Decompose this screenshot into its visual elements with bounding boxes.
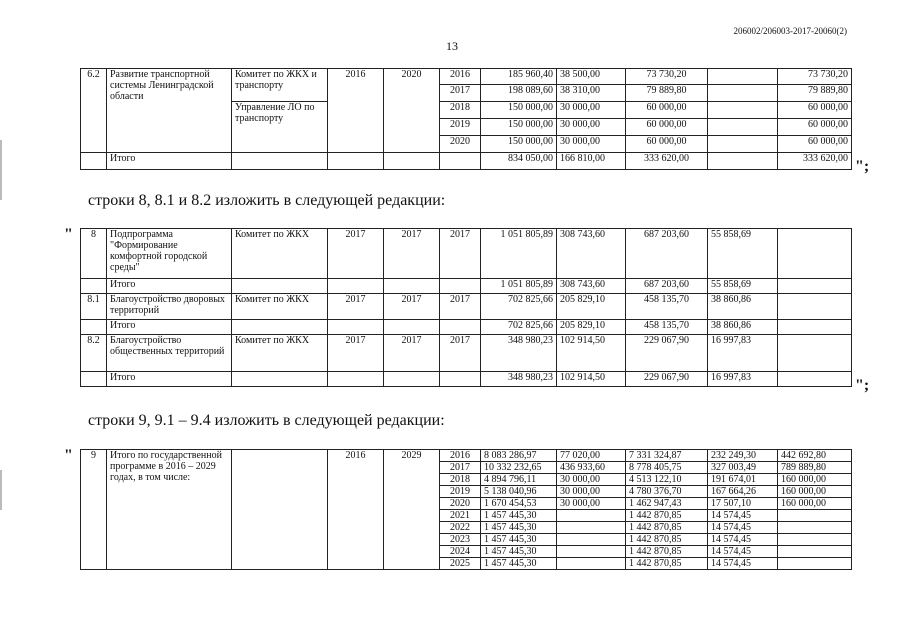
municipal-cell: 55 858,69 [708, 279, 778, 294]
municipal-cell: 16 997,83 [708, 335, 778, 372]
regional-cell: 1 442 870,85 [626, 522, 708, 534]
row-number: 8.2 [81, 335, 107, 372]
federal-cell: 77 020,00 [557, 450, 626, 462]
end-year: 2017 [384, 294, 440, 320]
regional-cell: 73 730,20 [626, 69, 708, 85]
year-cell: 2017 [440, 294, 481, 320]
end-year: 2029 [384, 450, 440, 570]
municipal-cell: 14 574,45 [708, 522, 778, 534]
year-cell: 2021 [440, 510, 481, 522]
federal-cell [557, 534, 626, 546]
regional-cell: 1 442 870,85 [626, 510, 708, 522]
itogo-label: Итого [107, 279, 232, 294]
municipal-cell: 232 249,30 [708, 450, 778, 462]
federal-cell: 30 000,00 [557, 474, 626, 486]
year-cell: 2019 [440, 119, 481, 136]
regional-cell: 458 135,70 [626, 294, 708, 320]
scan-edge-mark [0, 470, 2, 510]
opening-quote: " [64, 447, 73, 464]
total-cell: 8 083 286,97 [481, 450, 557, 462]
program-name: Благоустройство дворовых территорий [107, 294, 232, 320]
municipal-cell: 38 860,86 [708, 320, 778, 335]
total-cell: 150 000,00 [481, 102, 557, 119]
municipal-cell: 17 507,10 [708, 498, 778, 510]
start-year: 2016 [328, 69, 384, 153]
row-number: 9 [81, 450, 107, 570]
federal-cell: 30 000,00 [557, 498, 626, 510]
municipal-cell: 38 860,86 [708, 294, 778, 320]
year-cell: 2018 [440, 474, 481, 486]
other-cell [778, 510, 852, 522]
municipal-cell: 55 858,69 [708, 229, 778, 279]
regional-cell: 333 620,00 [626, 153, 708, 170]
year-cell: 2020 [440, 498, 481, 510]
regional-cell: 687 203,60 [626, 229, 708, 279]
federal-cell: 436 933,60 [557, 462, 626, 474]
opening-quote: " [64, 226, 73, 243]
regional-cell: 458 135,70 [626, 320, 708, 335]
total-cell: 185 960,40 [481, 69, 557, 85]
municipal-cell [708, 136, 778, 153]
year-cell: 2018 [440, 102, 481, 119]
total-cell: 1 670 454,53 [481, 498, 557, 510]
total-cell: 1 457 445,30 [481, 510, 557, 522]
total-cell: 5 138 040,96 [481, 486, 557, 498]
other-cell: 160 000,00 [778, 486, 852, 498]
itogo-label: Итого [107, 372, 232, 387]
total-cell: 150 000,00 [481, 136, 557, 153]
row-number: 6.2 [81, 69, 107, 153]
year-cell: 2019 [440, 486, 481, 498]
start-year: 2017 [328, 229, 384, 279]
municipal-cell: 167 664,26 [708, 486, 778, 498]
municipal-cell: 14 574,45 [708, 510, 778, 522]
federal-cell: 102 914,50 [557, 335, 626, 372]
total-cell: 1 051 805,89 [481, 229, 557, 279]
total-cell: 1 051 805,89 [481, 279, 557, 294]
section-heading: строки 8, 8.1 и 8.2 изложить в следующей редакции: [88, 192, 446, 209]
total-cell: 702 825,66 [481, 320, 557, 335]
itogo-label: Итого [107, 320, 232, 335]
scan-edge-mark [0, 140, 2, 200]
other-cell [778, 546, 852, 558]
municipal-cell [708, 119, 778, 136]
federal-cell [557, 558, 626, 570]
municipal-cell [708, 85, 778, 102]
total-cell: 1 457 445,30 [481, 558, 557, 570]
other-cell: 73 730,20 [778, 69, 852, 85]
other-cell: 60 000,00 [778, 102, 852, 119]
start-year: 2017 [328, 335, 384, 372]
total-cell: 4 894 796,11 [481, 474, 557, 486]
federal-cell [557, 510, 626, 522]
regional-cell: 79 889,80 [626, 85, 708, 102]
federal-cell [557, 546, 626, 558]
year-cell: 2022 [440, 522, 481, 534]
regional-cell: 8 778 405,75 [626, 462, 708, 474]
other-cell: 60 000,00 [778, 136, 852, 153]
year-cell: 2017 [440, 229, 481, 279]
other-cell: 60 000,00 [778, 119, 852, 136]
table-row-6-2 [80, 68, 852, 170]
regional-cell: 687 203,60 [626, 279, 708, 294]
federal-cell: 30 000,00 [557, 102, 626, 119]
program-name: Развитие транспортной системы Ленинградской области [107, 69, 232, 153]
regional-cell: 4 513 122,10 [626, 474, 708, 486]
federal-cell: 308 743,60 [557, 279, 626, 294]
other-cell [778, 522, 852, 534]
total-cell: 1 457 445,30 [481, 534, 557, 546]
itogo-label: Итого [107, 153, 232, 170]
other-cell: 789 889,80 [778, 462, 852, 474]
regional-cell: 229 067,90 [626, 335, 708, 372]
regional-cell: 60 000,00 [626, 119, 708, 136]
federal-cell: 30 000,00 [557, 486, 626, 498]
regional-cell: 60 000,00 [626, 102, 708, 119]
end-year: 2017 [384, 229, 440, 279]
total-cell: 348 980,23 [481, 335, 557, 372]
municipal-cell: 327 003,49 [708, 462, 778, 474]
federal-cell: 38 500,00 [557, 69, 626, 85]
regional-cell: 229 067,90 [626, 372, 708, 387]
start-year: 2017 [328, 294, 384, 320]
executor: Комитет по ЖКХ [232, 335, 328, 372]
other-cell [778, 558, 852, 570]
other-cell: 160 000,00 [778, 498, 852, 510]
total-cell: 10 332 232,65 [481, 462, 557, 474]
total-cell: 348 980,23 [481, 372, 557, 387]
table-rows-8 [80, 228, 852, 387]
municipal-cell: 16 997,83 [708, 372, 778, 387]
federal-cell: 166 810,00 [557, 153, 626, 170]
federal-cell: 205 829,10 [557, 320, 626, 335]
regional-cell: 1 442 870,85 [626, 534, 708, 546]
regional-cell: 1 442 870,85 [626, 558, 708, 570]
year-cell: 2016 [440, 450, 481, 462]
federal-cell: 38 310,00 [557, 85, 626, 102]
document-id: 206002/206003-2017-20060(2) [733, 26, 847, 36]
closing-quote: "; [855, 377, 870, 394]
other-cell [778, 534, 852, 546]
end-year: 2020 [384, 69, 440, 153]
federal-cell [557, 522, 626, 534]
municipal-cell: 14 574,45 [708, 534, 778, 546]
executor: Управление ЛО по транспорту [232, 102, 328, 153]
total-cell: 1 457 445,30 [481, 546, 557, 558]
year-cell: 2017 [440, 85, 481, 102]
executor: Комитет по ЖКХ [232, 229, 328, 279]
year-cell: 2016 [440, 69, 481, 85]
year-cell: 2020 [440, 136, 481, 153]
page-number: 13 [446, 39, 458, 53]
start-year: 2016 [328, 450, 384, 570]
municipal-cell: 14 574,45 [708, 546, 778, 558]
other-cell: 442 692,80 [778, 450, 852, 462]
other-cell: 333 620,00 [778, 153, 852, 170]
year-cell: 2017 [440, 335, 481, 372]
total-cell: 150 000,00 [481, 119, 557, 136]
regional-cell: 7 331 324,87 [626, 450, 708, 462]
program-name: Итого по государственной программе в 2016 – 2029 годах, в том числе: [107, 450, 232, 570]
executor: Комитет по ЖКХ и транспорту [232, 69, 328, 102]
regional-cell: 4 780 376,70 [626, 486, 708, 498]
section-heading: строки 9, 9.1 – 9.4 изложить в следующей редакции: [88, 412, 445, 429]
row-number: 8 [81, 229, 107, 279]
total-cell: 702 825,66 [481, 294, 557, 320]
other-cell: 79 889,80 [778, 85, 852, 102]
other-cell: 160 000,00 [778, 474, 852, 486]
year-cell: 2017 [440, 462, 481, 474]
total-cell: 1 457 445,30 [481, 522, 557, 534]
total-cell: 198 089,60 [481, 85, 557, 102]
municipal-cell: 191 674,01 [708, 474, 778, 486]
year-cell: 2024 [440, 546, 481, 558]
closing-quote: "; [855, 158, 870, 175]
federal-cell: 205 829,10 [557, 294, 626, 320]
regional-cell: 60 000,00 [626, 136, 708, 153]
municipal-cell [708, 69, 778, 85]
end-year: 2017 [384, 335, 440, 372]
program-name: Благоустройство общественных территорий [107, 335, 232, 372]
table-row-9 [80, 449, 852, 570]
federal-cell: 30 000,00 [557, 136, 626, 153]
municipal-cell [708, 102, 778, 119]
regional-cell: 1 462 947,43 [626, 498, 708, 510]
regional-cell: 1 442 870,85 [626, 546, 708, 558]
year-cell: 2025 [440, 558, 481, 570]
municipal-cell [708, 153, 778, 170]
row-number: 8.1 [81, 294, 107, 320]
federal-cell: 30 000,00 [557, 119, 626, 136]
year-cell: 2023 [440, 534, 481, 546]
program-name: Подпрограмма "Формирование комфортной городской среды" [107, 229, 232, 279]
federal-cell: 308 743,60 [557, 229, 626, 279]
municipal-cell: 14 574,45 [708, 558, 778, 570]
total-cell: 834 050,00 [481, 153, 557, 170]
executor: Комитет по ЖКХ [232, 294, 328, 320]
federal-cell: 102 914,50 [557, 372, 626, 387]
